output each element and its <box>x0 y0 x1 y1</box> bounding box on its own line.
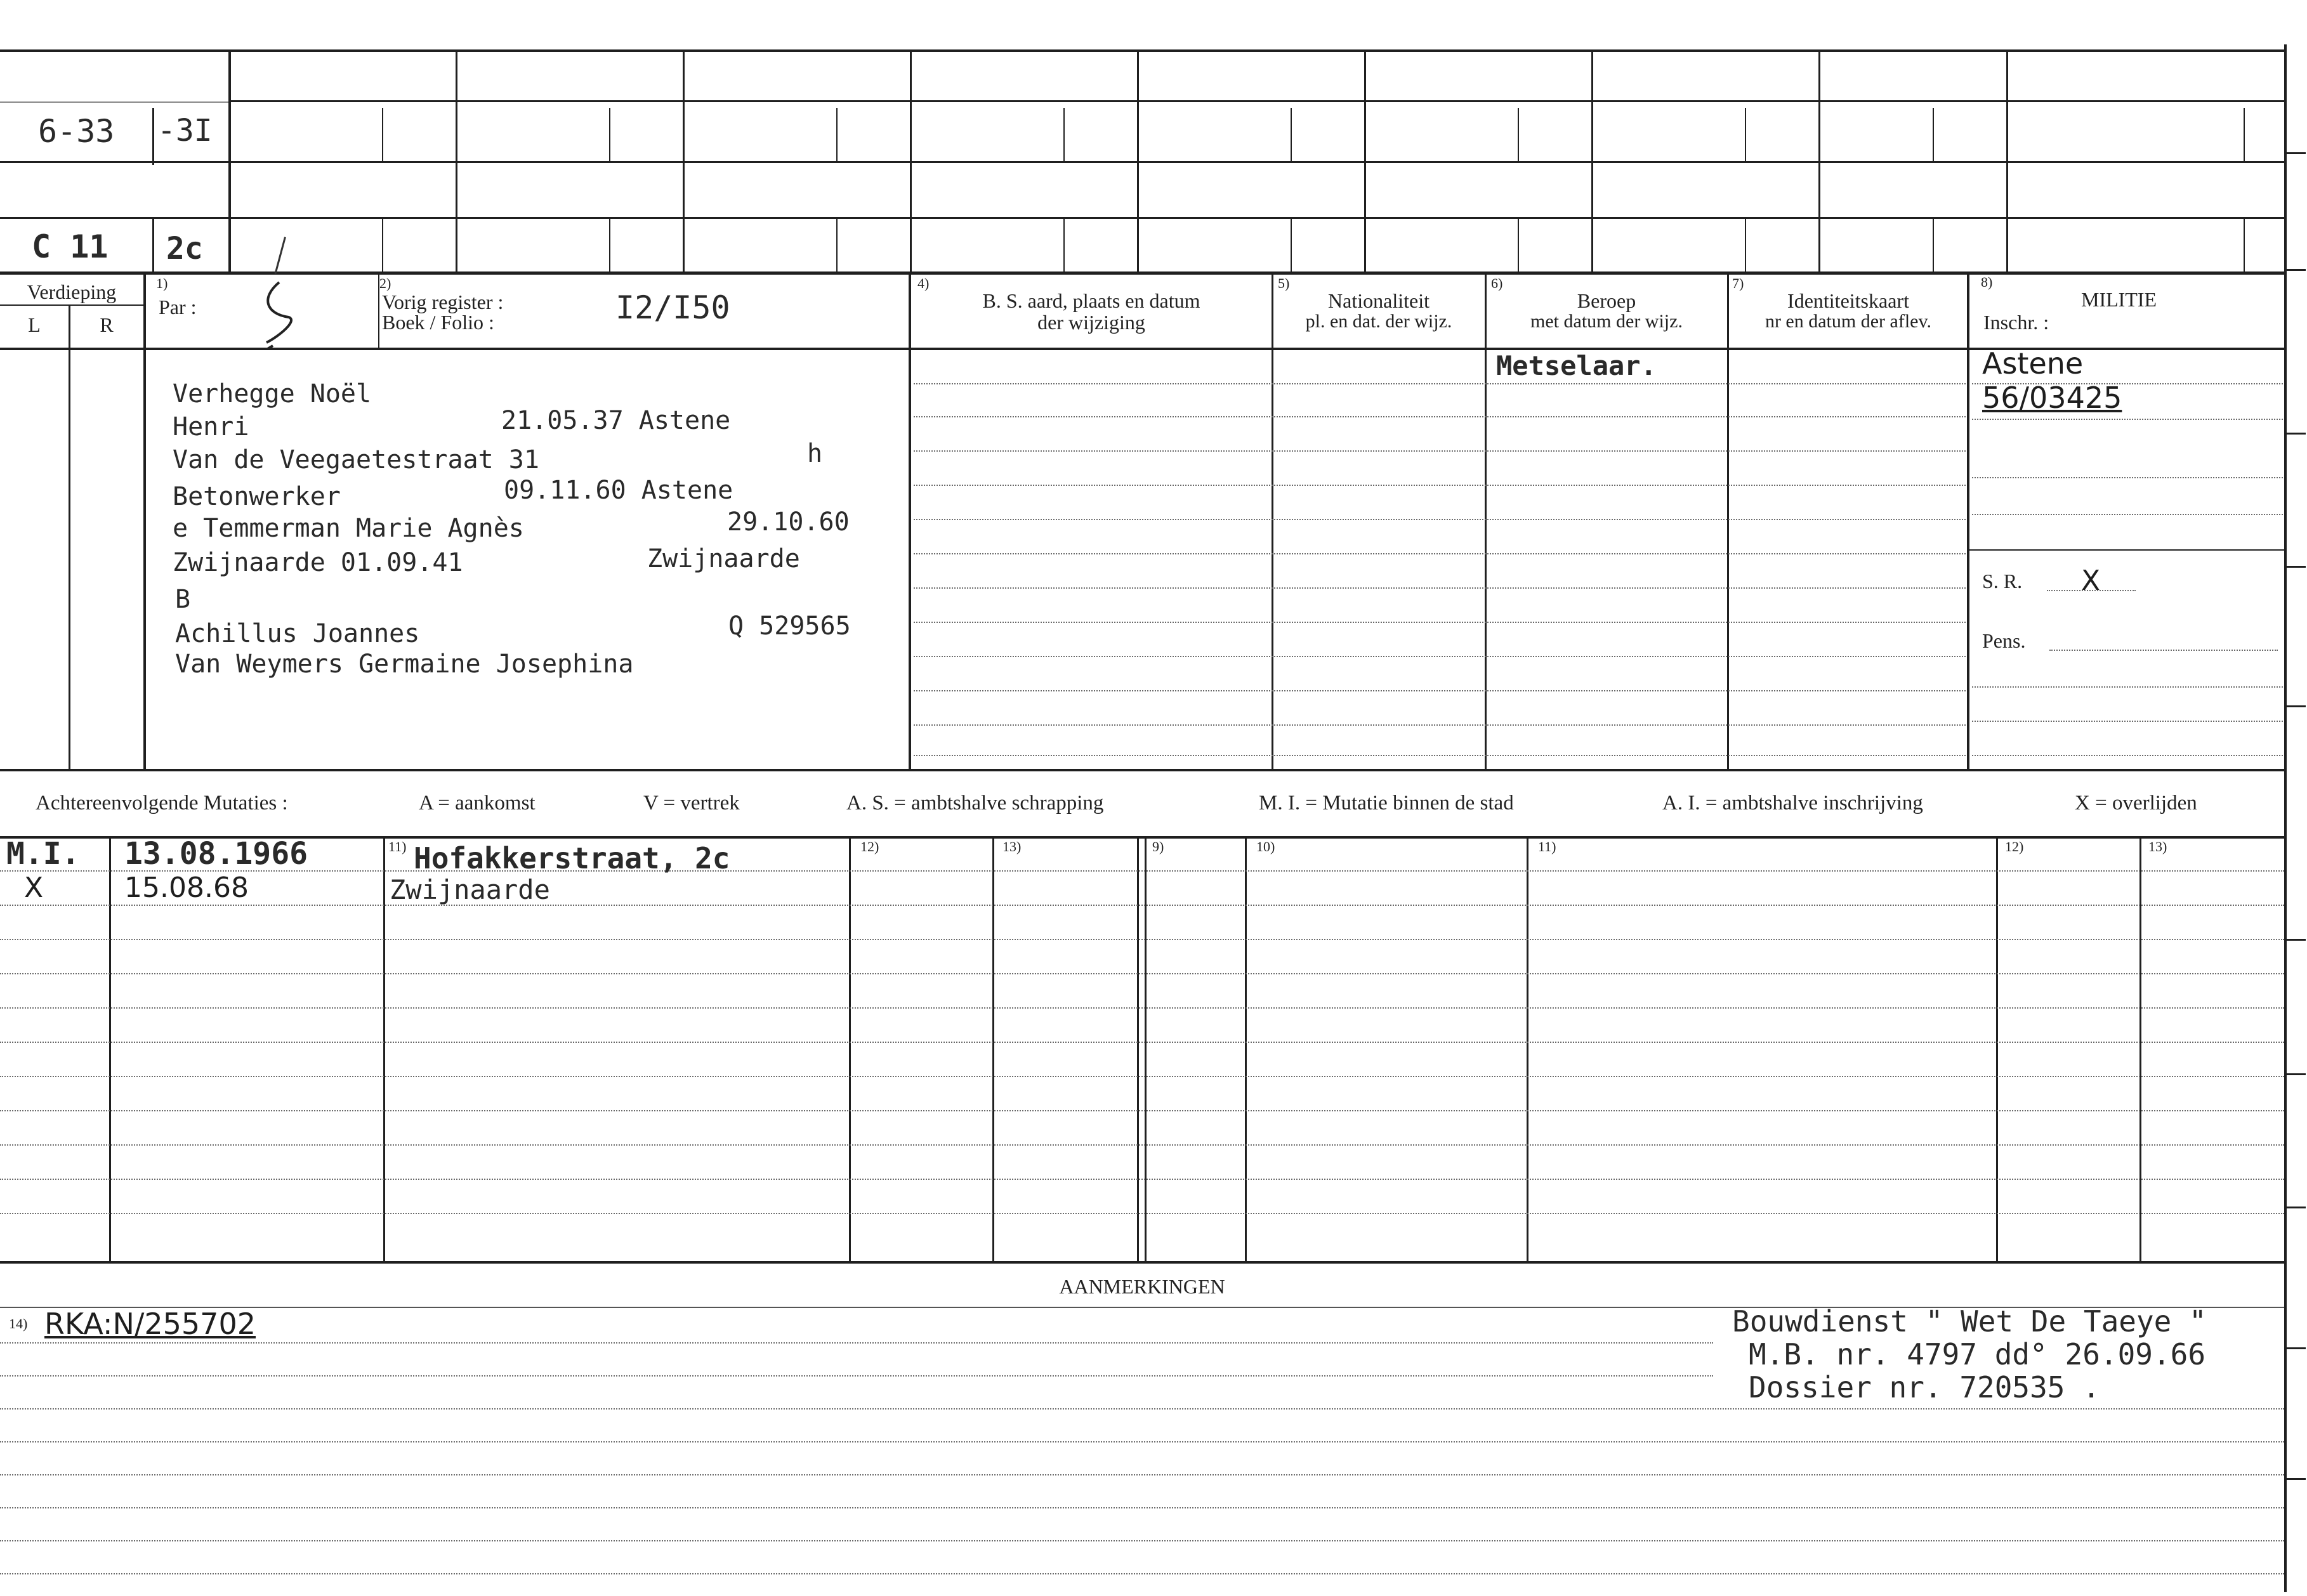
remark-line-1: Bouwdienst " Wet De Taeye " <box>1732 1304 2207 1338</box>
nat-header-line1: Nationaliteit <box>1328 289 1430 312</box>
mut-col-12b: 12) <box>2005 839 2024 854</box>
person-surname: Verhegge Noël <box>173 379 372 409</box>
mut-col-10: 10) <box>1256 839 1275 854</box>
legend-a: A = aankomst <box>419 792 536 814</box>
mut-col-13b: 13) <box>2148 839 2167 854</box>
par-label: Par : <box>159 296 197 318</box>
col-l-label: L <box>28 313 41 336</box>
bs-header-line2: der wijziging <box>1037 311 1145 334</box>
id-num: 7) <box>1732 275 1744 291</box>
mut-col-11: 11) <box>388 839 407 854</box>
id-header-line2: nr en datum der aflev. <box>1765 311 1932 332</box>
spouse-birth: Zwijnaarde 01.09.41 <box>173 548 463 577</box>
beroep-value: Metselaar. <box>1496 350 1657 381</box>
legend-as: A. S. = ambtshalve schrapping <box>846 792 1104 814</box>
sr-label: S. R. <box>1982 570 2023 592</box>
col-r-label: R <box>100 313 114 336</box>
remarks-title: AANMERKINGEN <box>1059 1275 1225 1298</box>
par-num: 1) <box>156 275 168 291</box>
legend-mi: M. I. = Mutatie binnen de stad <box>1259 792 1514 814</box>
top-ref-1-sub: -3I <box>157 113 213 148</box>
boek-folio-value: I2/I50 <box>615 289 730 326</box>
boek-folio-label: Boek / Folio : <box>382 311 494 334</box>
sr-value: X <box>2081 565 2101 597</box>
legend-title: Achtereenvolgende Mutaties : <box>36 792 288 814</box>
person-spouse-date: 29.10.60 <box>727 507 850 537</box>
verdieping-label: Verdieping <box>27 280 117 303</box>
remarks-num: 14) <box>9 1316 28 1331</box>
person-mark: h <box>807 439 823 468</box>
father-code: Q 529565 <box>728 612 851 641</box>
top-ref-2-sub: 2c <box>166 231 203 266</box>
mut-col-11b: 11) <box>1538 839 1556 854</box>
mut-col-12: 12) <box>860 839 879 854</box>
id-header-line1: Identiteitskaart <box>1787 289 1909 312</box>
spouse-birth-place: Zwijnaarde <box>647 544 800 573</box>
person-job: Betonwerker <box>173 482 341 511</box>
mother-name: Van Weymers Germaine Josephina <box>175 650 634 679</box>
mutation-row-2-code: X <box>24 872 44 904</box>
bs-num: 4) <box>917 275 930 291</box>
pencil-mark-icon <box>274 237 292 275</box>
legend-ai: A. I. = ambtshalve inschrijving <box>1662 792 1923 814</box>
person-firstname: Henri <box>173 412 249 442</box>
person-b-mark: B <box>175 585 191 614</box>
remark-line-3: Dossier nr. 720535 . <box>1749 1370 2100 1404</box>
beroep-num: 6) <box>1491 275 1503 291</box>
militie-place: Astene <box>1982 346 2084 381</box>
vorig-register-label: Vorig register : <box>382 291 504 313</box>
mut-col-13: 13) <box>1002 839 1022 854</box>
person-job-date: 09.11.60 Astene <box>504 476 733 505</box>
nat-num: 5) <box>1278 275 1290 291</box>
vorig-num: 2) <box>379 275 391 291</box>
legend-x: X = overlijden <box>2075 792 2197 814</box>
person-birth: 21.05.37 Astene <box>501 406 731 435</box>
inschr-label: Inschr. : <box>1983 311 2049 334</box>
top-ref-2: C 11 <box>32 228 108 265</box>
mutation-row-1-code: M.I. <box>6 836 80 872</box>
bs-header-line1: B. S. aard, plaats en datum <box>982 289 1200 312</box>
mut-col-9: 9) <box>1152 839 1164 854</box>
person-spouse: e Temmerman Marie Agnès <box>173 514 524 543</box>
beroep-header-line1: Beroep <box>1577 289 1636 312</box>
militie-header: MILITIE <box>2081 288 2157 311</box>
mutation-row-2-address: Zwijnaarde <box>390 874 550 905</box>
signature-scribble-icon <box>254 279 298 343</box>
father-name: Achillus Joannes <box>175 619 420 648</box>
top-ref-1: 6-33 <box>38 113 115 150</box>
nat-header-line2: pl. en dat. der wijz. <box>1305 311 1452 332</box>
remark-line-2: M.B. nr. 4797 dd° 26.09.66 <box>1749 1337 2206 1371</box>
mutation-row-2-date: 15.08.68 <box>124 872 249 904</box>
pens-label: Pens. <box>1982 629 2026 652</box>
person-street: Van de Veegaetestraat 31 <box>173 445 539 474</box>
legend-v: V = vertrek <box>643 792 740 814</box>
militie-num: 8) <box>1981 274 1993 290</box>
rka-number: RKA:N/255702 <box>44 1307 256 1341</box>
mutation-row-1-address: Hofakkerstraat, 2c <box>414 841 730 875</box>
militie-number: 56/03425 <box>1982 381 2122 415</box>
beroep-header-line2: met datum der wijz. <box>1530 311 1683 332</box>
mutation-row-1-date: 13.08.1966 <box>124 836 308 872</box>
